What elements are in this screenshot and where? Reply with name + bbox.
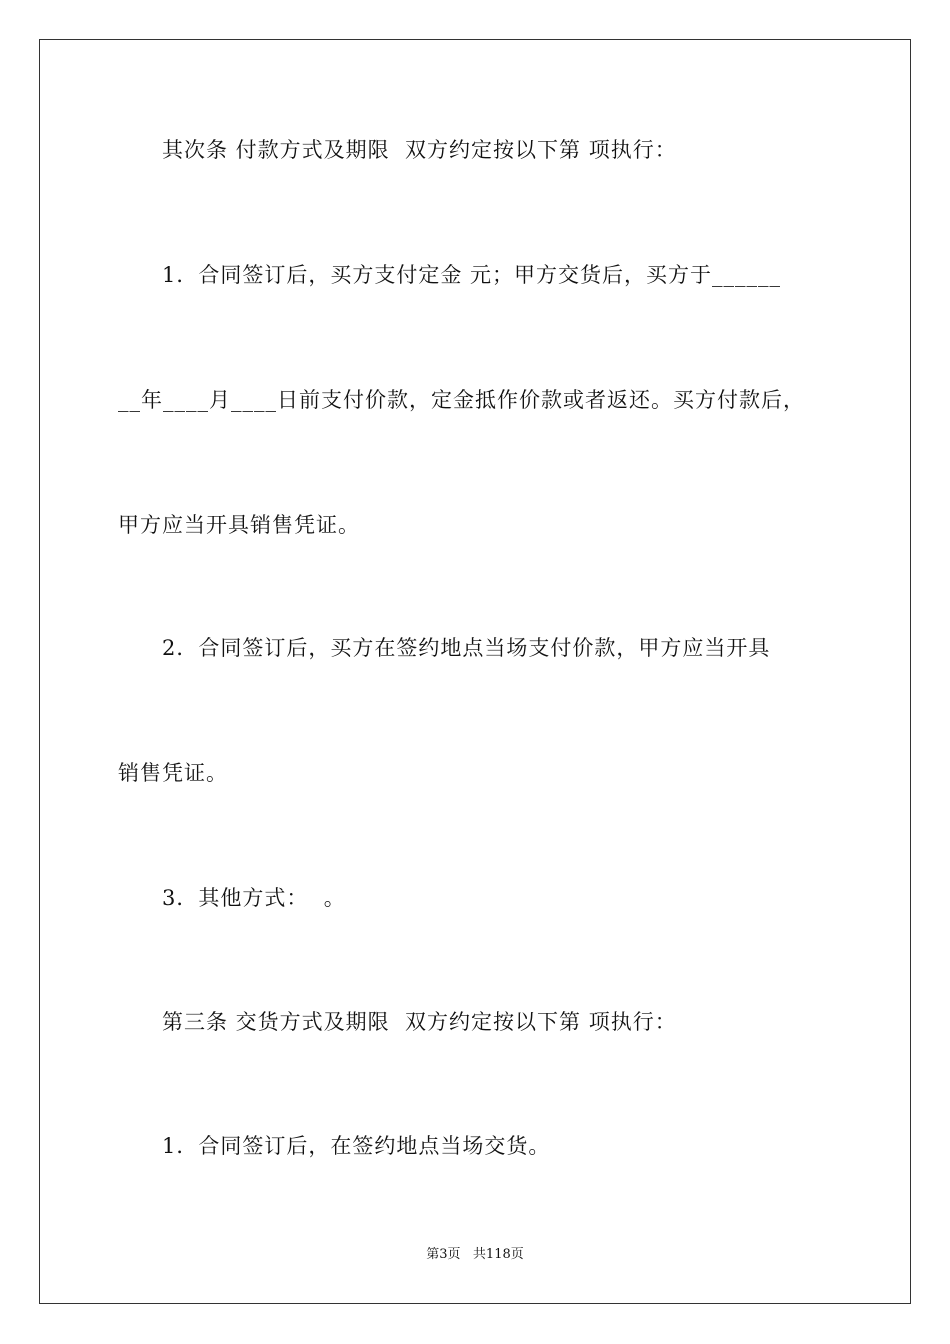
payment-clause-heading: 其次条 付款方式及期限 双方约定按以下第 项执行： xyxy=(162,138,677,162)
payment-option-3: 3．其他方式： 。 xyxy=(162,886,346,910)
delivery-clause-heading: 第三条 交货方式及期限 双方约定按以下第 项执行： xyxy=(162,1010,677,1034)
delivery-option-1: 1．合同签订后，在签约地点当场交货。 xyxy=(162,1134,551,1158)
payment-option-1-line-3: 甲方应当开具销售凭证。 xyxy=(118,513,360,537)
payment-option-1-line-1: 1．合同签订后，买方支付定金 元；甲方交货后，买方于______ xyxy=(162,263,782,287)
payment-option-2-line-2: 销售凭证。 xyxy=(118,761,228,785)
page-border xyxy=(39,39,911,1304)
payment-option-2-line-1: 2．合同签订后，买方在签约地点当场支付价款，甲方应当开具 xyxy=(162,636,771,660)
payment-option-1-line-2: __年____月____日前支付价款，定金抵作价款或者返还。买方付款后， xyxy=(118,388,805,412)
page-number-footer: 第3页 共118页 xyxy=(426,1247,524,1262)
